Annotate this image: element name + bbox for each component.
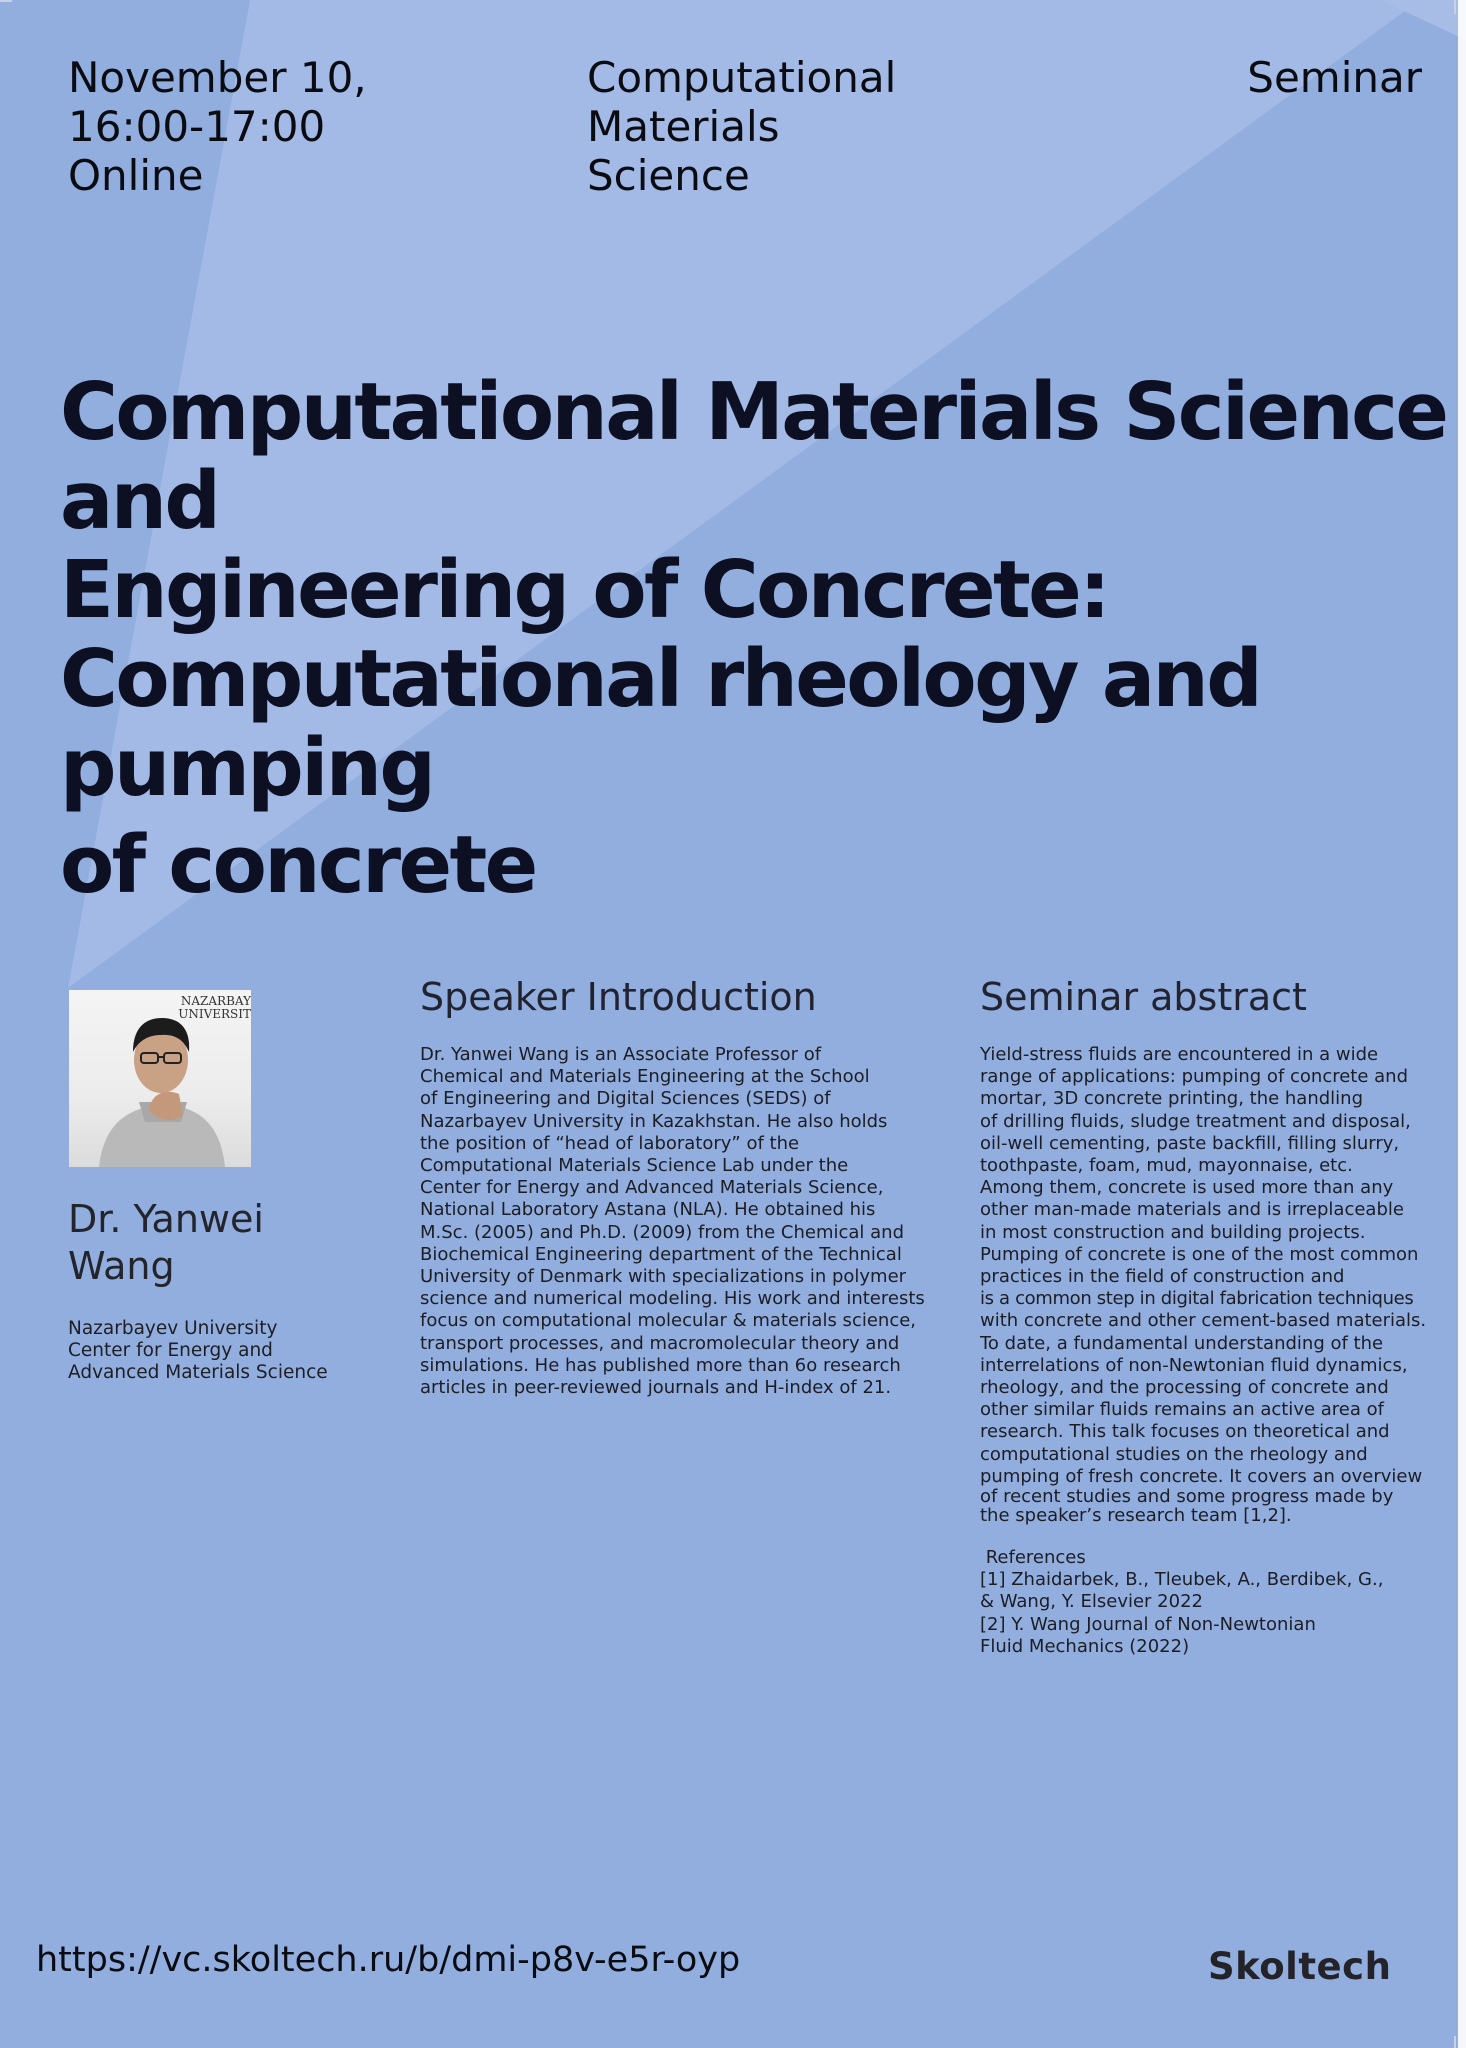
abstract-line: computational studies on the rheology and	[980, 1443, 1368, 1465]
abstract-line: in most construction and building projects.	[980, 1221, 1366, 1243]
abstract-line: research. This talk focuses on theoretical and	[980, 1421, 1390, 1443]
abstract-line: Yield-stress fluids are encountered in a wide	[980, 1044, 1379, 1065]
abstract-line: practices in the field of construction and	[980, 1266, 1345, 1288]
event-type: Seminar	[1247, 53, 1422, 102]
seminar-abstract-heading: Seminar abstract	[980, 975, 1307, 1019]
intro-line: University of Denmark with specializations in polymer	[420, 1266, 907, 1288]
skoltech-logo: Skoltech	[1208, 1945, 1392, 1988]
abstract-line: range of applications: pumping of concrete and	[980, 1066, 1409, 1088]
meeting-link[interactable]: https://vc.skoltech.ru/b/dmi-p8v-e5r-oyp	[36, 1940, 741, 1980]
abstract-line: is a common step in digital fabrication techniques	[980, 1288, 1414, 1310]
intro-line: Dr. Yanwei Wang is an Associate Professor of	[420, 1044, 822, 1065]
time-line: 16:00-17:00	[68, 102, 326, 151]
intro-line: Chemical and Materials Engineering at the School	[420, 1066, 870, 1088]
abstract-line: Among them, concrete is used more than any	[980, 1177, 1394, 1199]
abstract-line: of recent studies and some progress made by	[980, 1486, 1394, 1508]
intro-line: articles in peer-reviewed journals and H-index of 21.	[420, 1377, 892, 1399]
intro-line: M.Sc. (2005) and Ph.D. (2009) from the Chemical and	[420, 1221, 905, 1243]
topic-line: Materials	[587, 102, 780, 151]
speaker-photo	[69, 990, 251, 1167]
reference-line: & Wang, Y. Elsevier 2022	[980, 1591, 1203, 1613]
intro-line: transport processes, and macromolecular theory and	[420, 1332, 900, 1354]
title-line: of concrete	[60, 819, 536, 911]
references-heading: References	[980, 1547, 1086, 1568]
intro-line: Center for Energy and Advanced Materials Science,	[420, 1177, 884, 1199]
crop-mark	[1454, 0, 1456, 14]
speaker-affiliation: Nazarbayev University Center for Energy and Advanced Materials Science	[68, 1318, 328, 1384]
reference-line: Fluid Mechanics (2022)	[980, 1635, 1190, 1657]
photo-university-caption: NAZARBAY UNIVERSIT	[178, 994, 251, 1021]
title-line: Computational Materials Science and	[60, 366, 1447, 547]
speaker-portrait-icon	[69, 990, 251, 1167]
intro-line: of Engineering and Digital Sciences (SEDS) of	[420, 1088, 831, 1110]
abstract-line: Pumping of concrete is one of the most common	[980, 1243, 1419, 1265]
abstract-line: the speaker’s research team [1,2].	[980, 1505, 1292, 1527]
intro-line: Computational Materials Science Lab under the	[420, 1155, 849, 1177]
speaker-introduction-heading: Speaker Introduction	[420, 975, 817, 1019]
seminar-abstract-text	[980, 1044, 1460, 1525]
abstract-line: of drilling fluids, sludge treatment and disposal,	[980, 1110, 1411, 1132]
intro-line: science and numerical modeling. His work and interests	[420, 1288, 925, 1310]
reference-line: [1] Zhaidarbek, B., Tleubek, A., Berdibek, G.,	[980, 1569, 1384, 1591]
speaker-name: Dr. Yanwei Wang	[68, 1197, 264, 1288]
title-line: Computational rheology and pumping	[60, 633, 1261, 814]
abstract-line: rheology, and the processing of concrete and	[980, 1377, 1389, 1399]
abstract-line: other similar fluids remains an active area of	[980, 1399, 1384, 1421]
intro-line: National Laboratory Astana (NLA). He obtained his	[420, 1199, 876, 1221]
date-time-block	[68, 53, 367, 200]
crop-mark	[1454, 2036, 1456, 2048]
abstract-line: mortar, 3D concrete printing, the handling	[980, 1088, 1364, 1110]
abstract-line: other man-made materials and is irreplaceable	[980, 1199, 1404, 1221]
topic-line: Computational	[587, 53, 897, 102]
intro-line: Biochemical Engineering department of the Technical	[420, 1243, 902, 1265]
seminar-title	[60, 368, 1460, 910]
topic-line: Science	[587, 151, 750, 200]
right-edge-strip	[1458, 0, 1466, 2048]
abstract-line: with concrete and other cement-based materials.	[980, 1310, 1427, 1332]
title-line: Engineering of Concrete:	[60, 544, 1109, 636]
abstract-line: oil-well cementing, paste backfill, filling slurry,	[980, 1132, 1400, 1154]
abstract-line: To date, a fundamental understanding of the	[980, 1332, 1384, 1354]
abstract-line: pumping of fresh concrete. It covers an overview	[980, 1465, 1423, 1487]
date-line: November 10,	[68, 53, 367, 102]
intro-line: the position of “head of laboratory” of the	[420, 1132, 800, 1154]
references-block	[980, 1547, 1383, 1658]
abstract-line: interrelations of non-Newtonian fluid dynamics,	[980, 1354, 1408, 1376]
topic-block	[587, 53, 896, 200]
abstract-line: toothpaste, foam, mud, mayonnaise, etc.	[980, 1155, 1353, 1177]
speaker-introduction-text	[420, 1044, 925, 1399]
reference-line: [2] Y. Wang Journal of Non-Newtonian	[980, 1613, 1316, 1635]
intro-line: focus on computational molecular & materials science,	[420, 1310, 917, 1332]
crop-mark	[0, 0, 12, 2]
intro-line: Nazarbayev University in Kazakhstan. He also holds	[420, 1110, 888, 1132]
location-line: Online	[68, 151, 204, 200]
intro-line: simulations. He has published more than 6o research	[420, 1354, 901, 1376]
